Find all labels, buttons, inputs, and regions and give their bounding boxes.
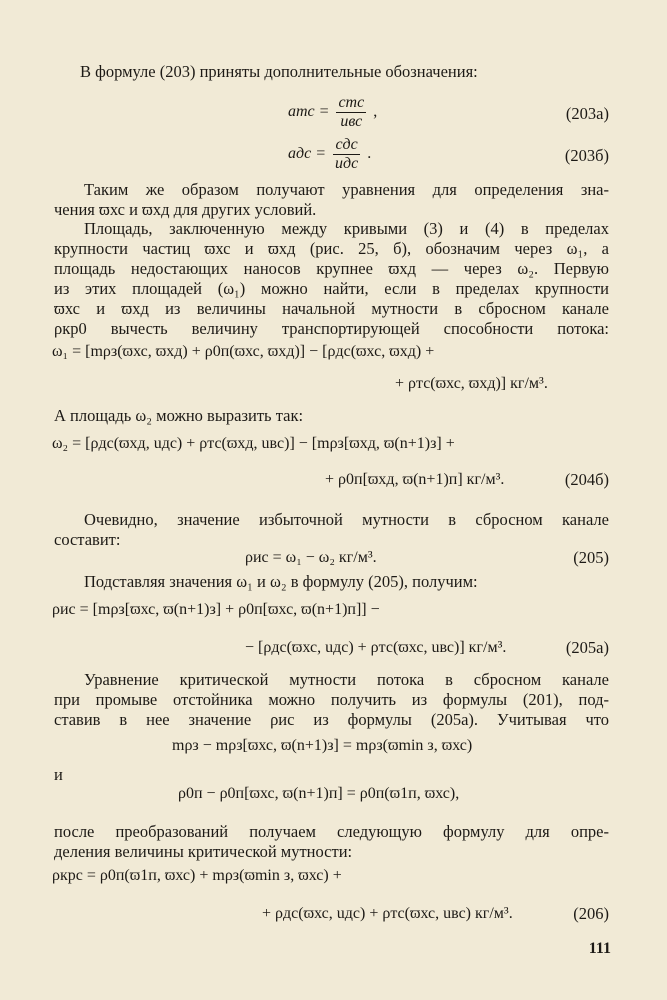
formula-203b: aдс = $\frac{\text{cдс}}{\text{uдс}}$ . bbox=[288, 136, 372, 172]
text-line: Таким же образом получают уравнения для определения зна- bbox=[84, 180, 609, 199]
formula-205a-line2: − [ρдс(ϖхс, uдс) + ρтс(ϖхс, uвс)] кг/м³. bbox=[245, 639, 507, 656]
formula-206-line2: + ρдс(ϖхс, uдс) + ρтс(ϖхс, uвс) кг/м³. bbox=[262, 905, 513, 922]
text-line: площадь недостающих наносов крупнее ϖхд — через ω₂. Первую bbox=[54, 259, 609, 278]
text-line: Уравнение критической мутности потока в сбросном канале bbox=[84, 670, 609, 689]
page-number: 111 bbox=[588, 940, 611, 957]
equation-number: (205а) bbox=[565, 638, 609, 657]
text-line: составит: bbox=[54, 530, 121, 549]
formula-omega2-line1: ω₂ = [ρдс(ϖхд, uдс) + ρтс(ϖхд, uвс)] − [mρз[ϖхд, ϖ(n+1)з] + bbox=[52, 435, 455, 452]
formula-omega2-line2: + ρ0п[ϖхд, ϖ(n+1)п] кг/м³. bbox=[325, 471, 505, 488]
text-line: ставив в нее значение ρис из формулы (205а). Учитывая что bbox=[54, 710, 609, 729]
formula-205: ρис = ω₁ − ω₂ кг/м³. bbox=[245, 549, 377, 566]
text-line: при промыве отстойника можно получить из формулы (201), под- bbox=[54, 690, 609, 709]
text-line: и bbox=[54, 765, 63, 784]
text-line: В формуле (203) приняты дополнительные обозначения: bbox=[80, 62, 478, 81]
equation-number: (204б) bbox=[564, 470, 609, 489]
formula-condition-2: ρ0п − ρ0п[ϖхс, ϖ(n+1)п] = ρ0п(ϖ1п, ϖхс), bbox=[178, 785, 460, 802]
text-line: после преобразований получаем следующую формулу для опре- bbox=[54, 822, 609, 841]
text-line: А площадь ω₂ можно выразить так: bbox=[54, 406, 304, 425]
formula-206-line1: ρкрс = ρ0п(ϖ1п, ϖхс) + mρз(ϖmin з, ϖхс) + bbox=[52, 867, 342, 884]
text-line: Площадь, заключенную между кривыми (3) и (4) в пределах bbox=[84, 219, 609, 238]
text-line: ϖхс и ϖхд из величины начальной мутности в сбросном канале bbox=[54, 299, 609, 318]
text-line: Очевидно, значение избыточной мутности в сбросном канале bbox=[84, 510, 609, 529]
equation-number: (203а) bbox=[565, 104, 609, 123]
equation-number: (203б) bbox=[564, 146, 609, 165]
formula-omega1-line1: ω₁ = [mρз(ϖхс, ϖхд) + ρ0п(ϖхс, ϖхд)] − [ρдс(ϖхс, ϖхд) + bbox=[52, 343, 435, 360]
formula-omega1-line2: + ρтс(ϖхс, ϖхд)] кг/м³. bbox=[395, 375, 548, 392]
text-line: Подставляя значения ω₁ и ω₂ в формулу (205), получим: bbox=[84, 572, 478, 591]
equation-number: (205) bbox=[573, 548, 609, 567]
text-line: ρкр0 вычесть величину транспортирующей способности потока: bbox=[54, 319, 609, 338]
text-line: из этих площадей (ω₁) можно найти, если в пределах крупности bbox=[54, 279, 609, 298]
text-line: крупности частиц ϖхс и ϖхд (рис. 25, б), обозначим через ω₁, а bbox=[54, 239, 609, 258]
text-line: чения ϖхс и ϖхд для других условий. bbox=[54, 200, 317, 219]
text-line: деления величины критической мутности: bbox=[54, 842, 353, 861]
equation-number: (206) bbox=[573, 904, 609, 923]
formula-condition-1: mρз − mρз[ϖхс, ϖ(n+1)з] = mρз(ϖmin з, ϖхс) bbox=[172, 737, 473, 754]
formula-205a-line1: ρис = [mρз[ϖхс, ϖ(n+1)з] + ρ0п[ϖхс, ϖ(n+1)п]] − bbox=[52, 601, 380, 618]
formula-203a: aтс = $\frac{\text{cтс}}{\text{uвс}}$ , bbox=[288, 94, 378, 130]
